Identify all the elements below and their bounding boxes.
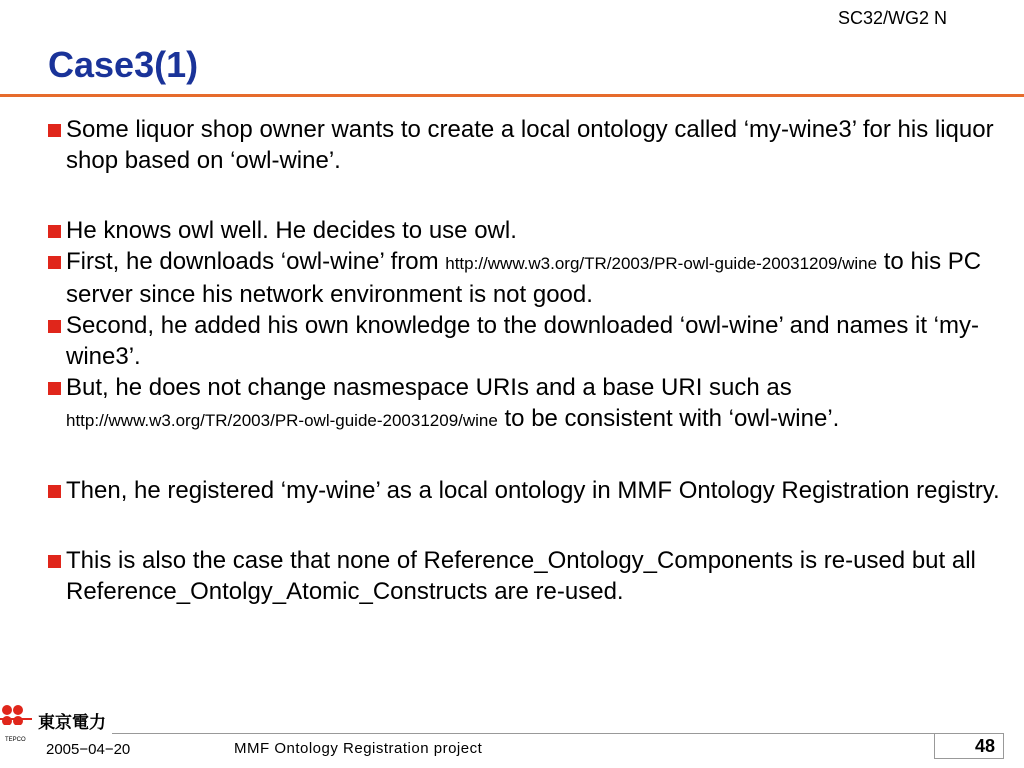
bullet-item [46,310,1016,372]
bullet-item [46,475,1016,506]
bullet-item [46,246,1016,310]
bullet-square-icon [48,382,61,395]
bullet-square-icon [48,225,61,238]
bullet-item [46,114,1016,176]
logo-subtext: TEPCO [5,737,26,743]
bullet-square-icon [48,256,61,269]
footer-date: 2005−04−20 [46,741,131,758]
tepco-logo [0,703,112,743]
bullet-text: Then, he registered ‘my-wine’ as a local ontology in MMF Ontology Registration registry. [66,477,1000,504]
bullet-text: to be consistent with ‘owl-wine’. [497,405,840,432]
blank-line [46,506,1016,545]
document-number: SC32/WG2 N [838,8,948,28]
bullet-text: Second, he added his own knowledge to the downloaded ‘owl-wine’ and names it ‘my-wine3’. [66,312,979,370]
bullet-square-icon [48,320,61,333]
footer-project: MMF Ontology Registration project [234,740,483,757]
bullet-item [46,372,1016,436]
bullet-text: He knows owl well. He decides to use owl. [66,217,517,244]
blank-line [46,176,1016,215]
bullet-list [46,114,1016,607]
footer-divider [112,733,934,734]
bullet-square-icon [48,485,61,498]
wine-url-link[interactable]: http://www.w3.org/TR/2003/PR-owl-guide-20031209/wine [66,411,498,430]
bullet-square-icon [48,555,61,568]
bullet-text: First, he downloads ‘owl-wine’ from [66,248,446,275]
bullet-text: This is also the case that none of Reference_Ontology_Components is re-used but all Reference_Ontolgy_Atomic_Constructs are re-used. [66,547,976,605]
bullet-item [46,215,1016,246]
wine-url-link[interactable]: http://www.w3.org/TR/2003/PR-owl-guide-20031209/wine [445,254,878,273]
tepco-logo-icon [0,703,112,743]
blank-line [46,436,1016,475]
slide-title: Case3(1) [48,44,199,85]
logo-text: 東京電力 [38,713,106,733]
page-number: 48 [934,733,1004,759]
title-divider [0,94,1024,97]
bullet-text: to his PC server since his network environment is not good. [66,248,982,308]
bullet-text: Some liquor shop owner wants to create a local ontology called ‘my-wine3’ for his liquor shop based on ‘owl-wine’. [66,116,994,174]
bullet-square-icon [48,124,61,137]
bullet-item [46,545,1016,607]
bullet-text: But, he does not change nasmespace URIs and a base URI such as [66,374,792,401]
